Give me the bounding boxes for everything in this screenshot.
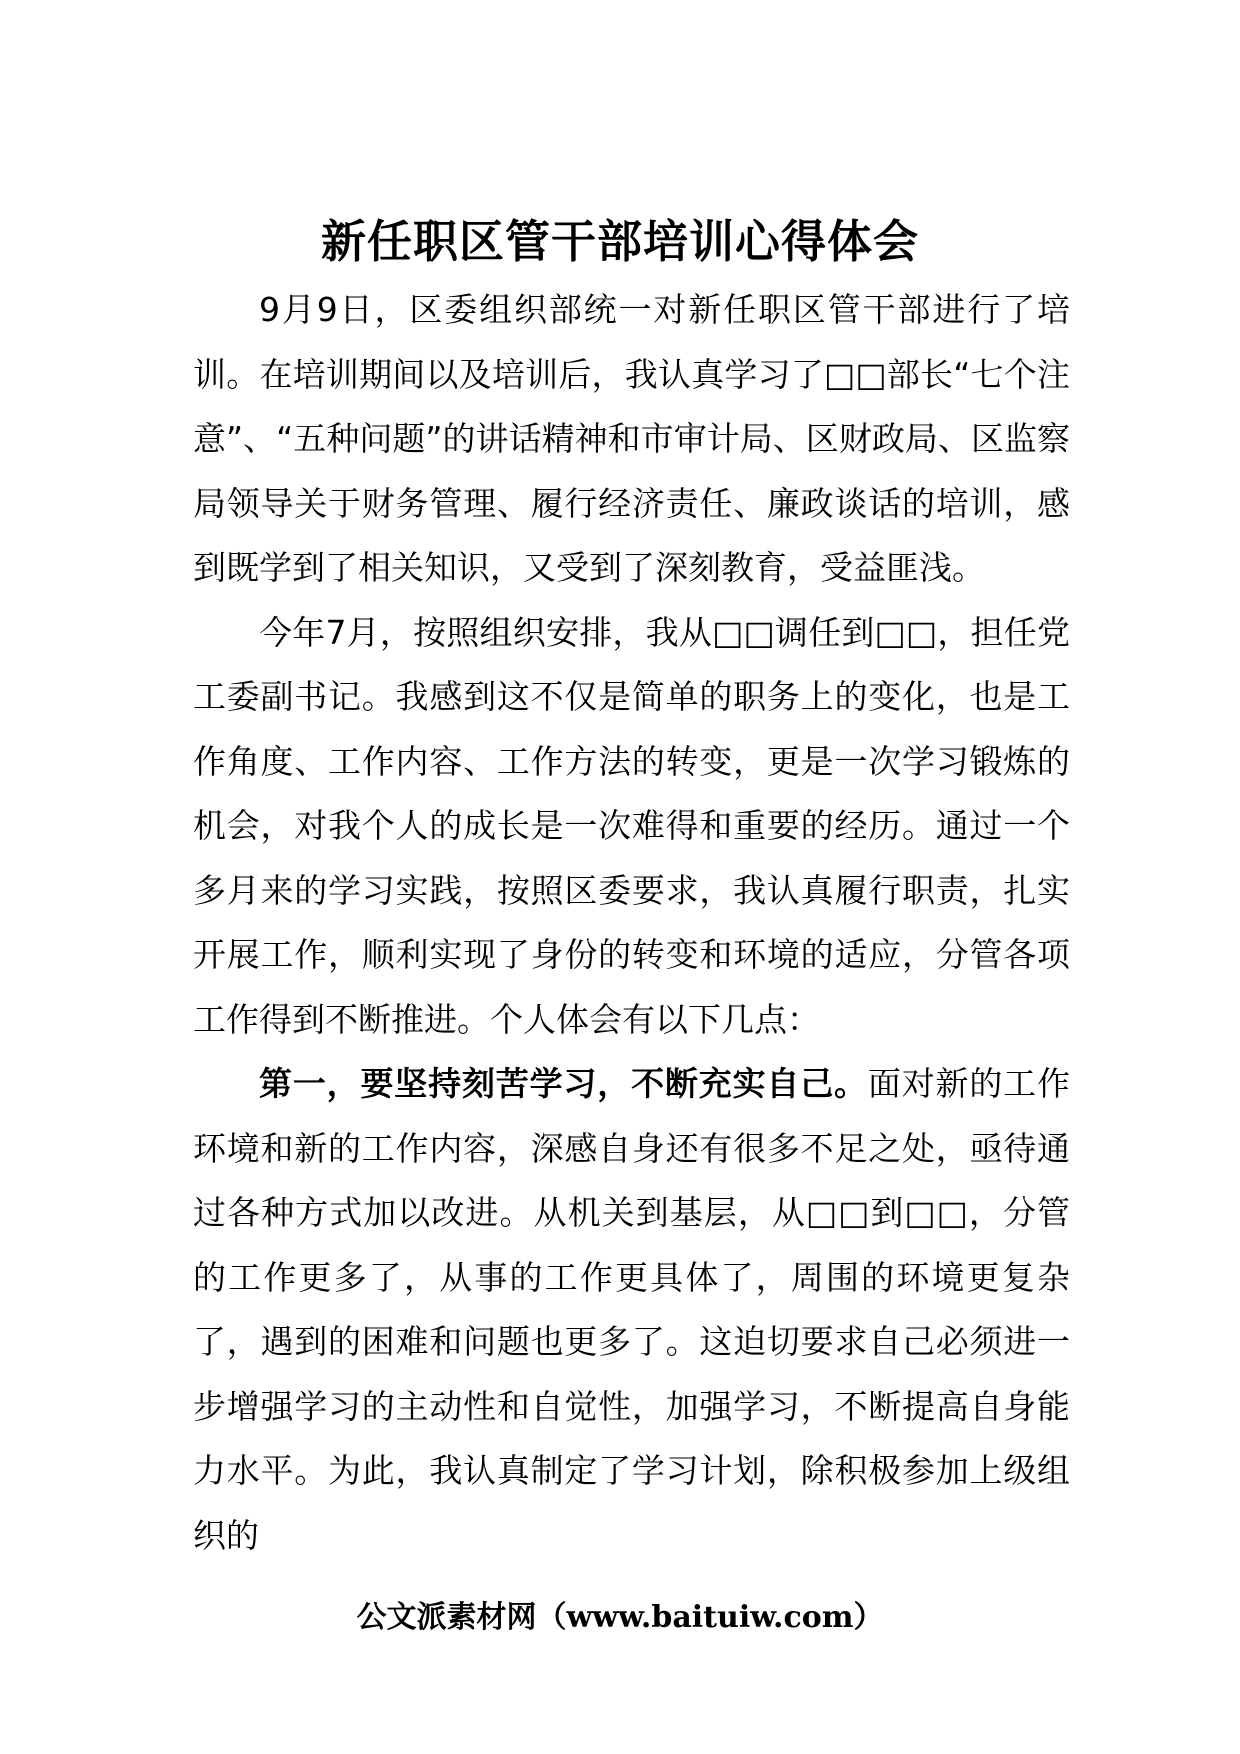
paragraph-2	[193, 601, 1070, 1053]
footer-watermark: 公文派素材网（www.baituiw.com）	[356, 1600, 884, 1635]
paragraph-1	[193, 278, 1070, 601]
paragraph-1-text: 9月9日，区委组织部统一对新任职区管干部进行了培训。在培训期间以及培训后，我认真学习了□□部长“七个注意”、“五种问题”的讲话精神和市审计局、区财政局、区监察局领导关于财务管理、履行经济责任、廉政谈话的培训，感到既学到了相关知识，又受到了深刻教育，受益匪浅。	[193, 290, 1070, 587]
document-body	[193, 278, 1070, 1568]
document-title: 新任职区管干部培训心得体会	[320, 215, 919, 268]
paragraph-3-text: 面对新的工作环境和新的工作内容，深感自身还有很多不足之处，亟待通过各种方式加以改进。从机关到基层，从□□到□□，分管的工作更多了，从事的工作更具体了，周围的环境更复杂了，遇到的困难和问题也更多了。这迫切要求自己必须进一步增强学习的主动性和自觉性，加强学习，不断提高自身能力水平。为此，我认真制定了学习计划，除积极参加上级组织的	[193, 1064, 1071, 1555]
paragraph-2-text: 今年7月，按照组织安排，我从□□调任到□□，担任党工委副书记。我感到这不仅是简单的职务上的变化，也是工作角度、工作内容、工作方法的转变，更是一次学习锻炼的机会，对我个人的成长是一次难得和重要的经历。通过一个多月来的学习实践，按照区委要求，我认真履行职责，扎实开展工作，顺利实现了身份的转变和环境的适应，分管各项工作得到不断推进。个人体会有以下几点：	[193, 612, 1070, 1039]
paragraph-3-lead: 第一，要坚持刻苦学习，不断充实自己。	[259, 1064, 868, 1103]
paragraph-3	[193, 1052, 1070, 1568]
